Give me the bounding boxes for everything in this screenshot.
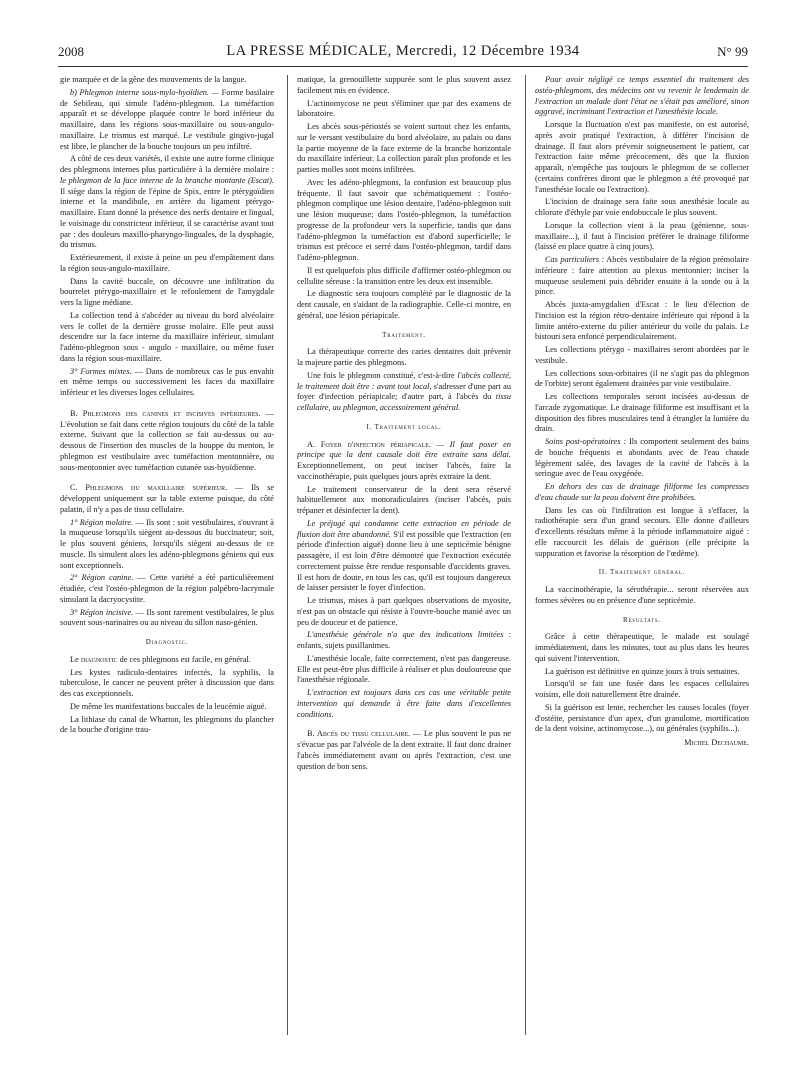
paragraph-text: Une fois le phlegmon constitué, c'est-à-dire xyxy=(307,370,458,380)
paragraph xyxy=(297,519,511,594)
paragraph-text: — Le plus souvent le pus ne s'évacue pas par l'alvéole de la dent extraite. Il faut donc drainer l'abcès immédiatement avant ou après l'extraction, c'est une question de bon sens. xyxy=(297,729,511,771)
paragraph: gie marquée et de la gêne des mouvements de la langue. xyxy=(60,75,247,84)
paragraph-text: — Cette variété a été particulièrement étudiée, c'est l'ostéo-phlegmon de la région palpébro-lacrymale simulant la dacryocystite. xyxy=(60,573,274,604)
italic-text: le phlegmon de la face interne de la branche montante (Escat). xyxy=(60,175,274,185)
italic-text: tissu cellulaire, au phlegmon, accessoirement général. xyxy=(297,392,511,412)
paragraph xyxy=(297,371,511,414)
italic-text: Soins post-opératoires : xyxy=(545,437,627,446)
paragraph-text: A côté de ces deux variétés, il existe une autre forme clinique des phlegmons internes plus particulière à la dernière molaire : xyxy=(60,154,274,174)
paragraph: La collection tend à s'abcéder au niveau du bord alvéolaire vers le collet de la dernière grosse molaire. Elle peut aussi descendre sur la face interne du maxillaire inférieur, simulant l'adéno-phlegmon sous - angulo - maxillaire, ou même fuser dans la région sous-maxillaire. xyxy=(60,310,274,363)
paragraph: Les abcès sous-périostés se voient surtout chez les enfants, sur le versant vestibulaire du bord alvéolaire, au palais ou dans la partie moyenne de la face externe de la branche horizontale du maxillaire inférieur. La collection paraît plus profonde et les parties molles sont moins infiltrées. xyxy=(297,122,511,174)
section-heading: Résultats. xyxy=(622,615,661,624)
paragraph: La vaccinothérapie, la sérothérapie... seront réservées aux formes sévères ou en présence d'une septicémie. xyxy=(535,585,749,605)
paragraph-text: — Ils se développent uniquement sur la table externe puisque, du côté palatin, il n'y a pas de tissu cellulaire. xyxy=(60,483,274,514)
paragraph: L'incision de drainage sera faite sous anesthésie locale au chlorure d'éthyle par voie endobuccale le plus souvent. xyxy=(535,197,749,217)
section-heading: I. Traitement local. xyxy=(366,422,442,431)
italic-text: l'abcès collecté, le traitement doit être : avant tout local, xyxy=(297,370,511,391)
italic-text: — Il faut poser en principe que la dent causale doit être extraite sans délai. xyxy=(297,439,511,460)
paragraph: Le traitement conservateur de la dent sera réservé habituellement aux monoradiculaires (inciser l'abcès, puis trépaner et désinfecter la dent). xyxy=(297,484,511,515)
paragraph: La thérapeutique correcte des caries dentaires doit prévenir la majeure partie des phlegmons. xyxy=(297,347,511,367)
paragraph xyxy=(297,729,511,772)
section-heading: II. Traitement général. xyxy=(598,568,686,577)
paragraph: Lorsque la collection vient à la peau (génienne, sous-maxillaire...), il faut à l'incision préférer le drainage filiforme (laissé en place quatre à cinq jours). xyxy=(535,220,749,252)
subsection-heading: A. Foyer d'infection périapicale. xyxy=(307,439,431,449)
subsection-heading: C. Phlegmons du maxillaire supérieur. xyxy=(70,483,228,493)
paragraph: La lithiase du canal de Wharton, les phlegmons du plancher de la bouche d'origine trau- xyxy=(60,714,274,735)
paragraph xyxy=(60,88,274,153)
column-3 xyxy=(535,75,749,1065)
paragraph xyxy=(60,655,274,666)
journal-title: LA PRESSE MÉDICALE, Mercredi, 12 Décembre 1934 xyxy=(226,43,580,59)
running-header xyxy=(58,44,748,67)
paragraph xyxy=(60,409,274,474)
paragraph xyxy=(60,573,274,605)
paragraph-text: Exceptionnellement, on peut inciser l'abcès, faire la vaccinothérapie, puis quelques jours après extraire la dent. xyxy=(297,461,511,481)
paragraph: Pour avoir négligé ce temps essentiel du traitement des ostéo-phlegmons, des médecins ont vu revenir le lendemain de l'extraction un malade dont l'état ne s'était pas amélioré, sinon aggravé, incriminant l'extraction et l'anesthésie locale. xyxy=(535,75,749,117)
column-rule xyxy=(287,75,288,1035)
subsection-heading: 3° Formes mixtes. xyxy=(70,366,132,376)
subsection-heading: 3° Région incisive. xyxy=(70,607,134,617)
paragraph: Abcès juxta-amygdalien d'Escat : le lieu d'élection de l'incision est la région rétro-dentaire inférieure qui répond à la limite antéro-externe du pilier antérieur du voile du palais. Le bistouri sera enfoncé perpendiculairement. xyxy=(535,300,749,342)
paragraph: Si la guérison est lente, rechercher les causes locales (foyer d'ostéite, persistance d'un apex, d'un granulome, mortification de la dent voisine, actinomycose...), ou générales (syphilis...). xyxy=(535,702,749,734)
subsection-heading: B. Abcès du tissu cellulaire. xyxy=(307,729,411,739)
paragraph: L'actinomycose ne peut s'éliminer que par des examens de laboratoire. xyxy=(297,98,511,119)
italic-text: Le préjugé qui condamne cette extraction en période de fluxion doit être abandonné. xyxy=(297,518,511,539)
paragraph xyxy=(60,483,274,515)
italic-text: Cas particuliers : xyxy=(545,255,605,264)
paragraph-text: Il siège dans la région de l'épine de Spix, entre le ptérygoïdien interne et la mandibule, en arrière du ligament ptérygo-maxillaire. Etant donné la présence des nerfs dentaire et lingual, le voisinage du constricteur inférieur, il se caractérise avant tout par : des douleurs maxillo-pharyngo-linguales, de la dysphagie, du trismus. xyxy=(60,186,274,250)
paragraph xyxy=(60,608,274,630)
paragraph: En dehors des cas de drainage filiforme les compresses d'eau chaude sur la peau doivent être prohibées. xyxy=(535,482,749,502)
paragraph: Dans la cavité buccale, on découvre une infiltration du bourrelet ptérygo-maxillaire et le refoulement de l'amygdale vers la ligne médiane. xyxy=(60,276,274,307)
page-number: 2008 xyxy=(58,44,84,59)
paragraph xyxy=(297,440,511,483)
paragraph: L'anesthésie locale, faite correctement, n'est pas dangereuse. Elle est peut-être plus difficile à réaliser et plus douloureuse que l'anesthésie régionale. xyxy=(297,653,511,685)
paragraph-text: Le xyxy=(70,654,81,664)
paragraph: Le diagnostic sera toujours complété par le diagnostic de la dent causale, en s'aidant de la radiographie. Celle-ci montre, en général, une lésion périapicale. xyxy=(297,289,511,320)
paragraph-text: s'adresser d'une part au foyer d'infection périapicale; d'autre part, à l'abcès du xyxy=(297,381,511,402)
paragraph: Il est quelquefois plus difficile d'affirmer ostéo-phlegmon ou cellulite séreuse : la transition entre les deux est insensible. xyxy=(297,265,511,286)
paragraph: Dans les cas où l'infiltration est longue à s'effacer, la radiothérapie sera d'un grand secours. Elle donne d'ailleurs d'excellents résultats même à la période inflammatoire aiguë : elle raccourcit les délais de guérison (elle précipite la suppuration et favorise la résorption de l'œdème). xyxy=(535,505,749,558)
paragraph xyxy=(60,367,274,399)
section-heading: Traitement. xyxy=(382,330,426,339)
paragraph xyxy=(60,154,274,251)
paragraph xyxy=(535,437,749,480)
paragraph: La guérison est définitive en quinze jours à trois semaines. xyxy=(545,666,740,676)
paragraph-text: — L'évolution se fait dans cette région toujours du côté de la table externe. Suivant que la collection se fait au-dessus ou au-dessous de l'insertion des muscles de la houppe du menton, le phlegmon est vestibulaire avec tuméfaction mentonnière, ou sous-mentonnier avec tuméfaction cutanée sus-hyoïdienne. xyxy=(60,408,274,472)
paragraph: Le trismus, mises à part quelques observations de myosite, n'est pas un obstacle qui résiste à l'ouvre-bouche manié avec un peu de douceur et de patience. xyxy=(297,596,511,627)
paragraph-text: — Ils sont : soit vestibulaires, s'ouvrant à la muqueuse lorsqu'ils siègent au-dessous du buccinateur; soit, le plus souvent géniens, lorsqu'ils siègent au-dessus de ce muscle. Ils simulent alors les adéno-phlegmons géniens qui eux sont exceptionnels. xyxy=(60,517,274,570)
paragraph: Les kystes radiculo-dentaires infectés, la syphilis, la tuberculose, le cancer ne peuvent prêter à discussion que dans des cas exceptionnels. xyxy=(60,667,274,698)
paragraph-text: — Ils sont rarement vestibulaires, le plus souvent sous-narinaires ou au niveau du sillon naso-génien. xyxy=(60,607,274,628)
author-signature: Michel Dechaume. xyxy=(684,738,749,747)
paragraph: L'extraction est toujours dans ces cas une véritable petite intervention qui demande à être faite dans d'excellentes conditions. xyxy=(297,688,511,719)
paragraph-text: de ces phlegmons est facile, en général. xyxy=(117,654,251,664)
paragraph: Les collections ptérygo - maxillaires seront abordées par le vestibule. xyxy=(535,345,749,365)
paragraph-text: Abcès vestibulaire de la région prémolaire inférieure : faire attention au plexus mentonnier; inciser la muqueuse seulement puis débrider ensuite à la sonde ou à la pince. xyxy=(535,255,749,297)
paragraph-text: Forme basilaire de Sebileau, qui simule l'adéno-phlegmon. La tuméfaction apparaît et se développe plaquée contre le bord inférieur du maxillaire, dans les régions sous-maxillaire ou sous-angulo-maxillaire. Le trismus est marqué. Le vestibule gingivo-jugal est libre, le plancher de la bouche toujours un peu infiltré. xyxy=(60,87,274,151)
paragraph: Grâce à cette thérapeutique, le malade est soulagé immédiatement, dans les minutes, tout au plus dans les heures qui suivent l'intervention. xyxy=(535,632,749,663)
paragraph-text: — Dans de nombreux cas le pus envahit en même temps ou successivement les faces du maxillaire inférieur et les diverses loges cellulaires. xyxy=(60,366,274,397)
column-rule xyxy=(525,75,526,1035)
subsection-heading: 1° Région molaire. xyxy=(70,517,134,527)
paragraph: De même les manifestations buccales de la leucémie aiguë. xyxy=(70,701,267,711)
column-1 xyxy=(60,75,274,1065)
paragraph xyxy=(297,630,511,652)
subsection-heading: 2° Région canine. xyxy=(70,573,134,583)
paragraph: matique, la grenouillette suppurée sont le plus souvent assez facilement mis en évidence. xyxy=(297,75,511,95)
paragraph: Les collections sous-orbitaires (il ne s'agit pas du phlegmon de l'orbite) seront également drainées par voie vestibulaire. xyxy=(535,368,749,389)
subsection-heading: b) Phlegmon interne sous-mylo-hyoïdien. — xyxy=(70,87,219,97)
paragraph xyxy=(535,255,749,298)
paragraph xyxy=(60,518,274,572)
paragraph: Les collections temporales seront incisées au-dessus de l'arcade zygomatique. Le drainage filiforme est insuffisant et la disposition des fibres musculaires tend à étrangler la lumière du drain. xyxy=(535,392,749,434)
paragraph-text: S'il est possible que l'extraction (en période d'infection aiguë) donne lieu à une septicémie bénigne passagère, il est loin d'être démontré que l'extraction exécutée correctement puisse être rendue responsable d'accidents graves. Il est hors de doute, en tous les cas, qu'il est toujours dangereux de laisser persister le foyer d'infection. xyxy=(297,529,511,593)
subsection-heading: B. Phlegmons des canines et incisives inférieures. xyxy=(70,408,261,418)
paragraph: Lorsqu'il se fait une fusée dans les espaces cellulaires voisins, elle doit naturellement être drainée. xyxy=(535,679,749,699)
paragraph-text: : enfants, sujets pusillanimes. xyxy=(297,630,511,650)
italic-text: L'anesthésie générale n'a que des indications limitées xyxy=(307,630,504,640)
paragraph: Lorsque la fluctuation n'est pas manifeste, on est autorisé, après avoir pratiqué l'extraction, à différer l'incision de drainage. Il faut alors prévenir soigneusement le patient, car l'extraction faite même précocement, dès que la fluxion apparaît, n'empêche pas toujours le phlegmon de se collecter (certains confrères diront que le phlegmon a été provoqué par l'anesthésie locale ou l'extraction). xyxy=(535,120,749,194)
smallcaps-text: diagnostic xyxy=(80,654,118,664)
column-2 xyxy=(297,75,511,1065)
paragraph: Extérieurement, il existe à peine un peu d'empâtement dans la région sous-angulo-maxillaire. xyxy=(60,253,274,273)
paragraph-text: Ils comportent seulement des bains de bouche fréquents et abondants avec de l'eau chaude légèrement salée, des lavages de la cavité de l'abcès à la seringue avec de l'eau oxygénée. xyxy=(535,437,749,479)
paragraph: Avec les adéno-phlegmons, la confusion est beaucoup plus fréquente. Il faut savoir que schématiquement : l'ostéo-phlegmon complique une lésion dentaire, l'adéno-phlegmon suit une lésion muqueuse; dans l'ostéo-phlegmon, la tuméfaction progresse de la profondeur vers la superficie, tandis que dans l'adéno-phlegmon la tuméfaction est d'abord superficielle; le trismus est précoce et serré dans l'ostéo-phlegmon, tardif dans l'adéno-phlegmon. xyxy=(297,177,511,262)
section-heading: Diagnostic. xyxy=(145,638,189,646)
issue-number: N° 99 xyxy=(717,44,748,59)
